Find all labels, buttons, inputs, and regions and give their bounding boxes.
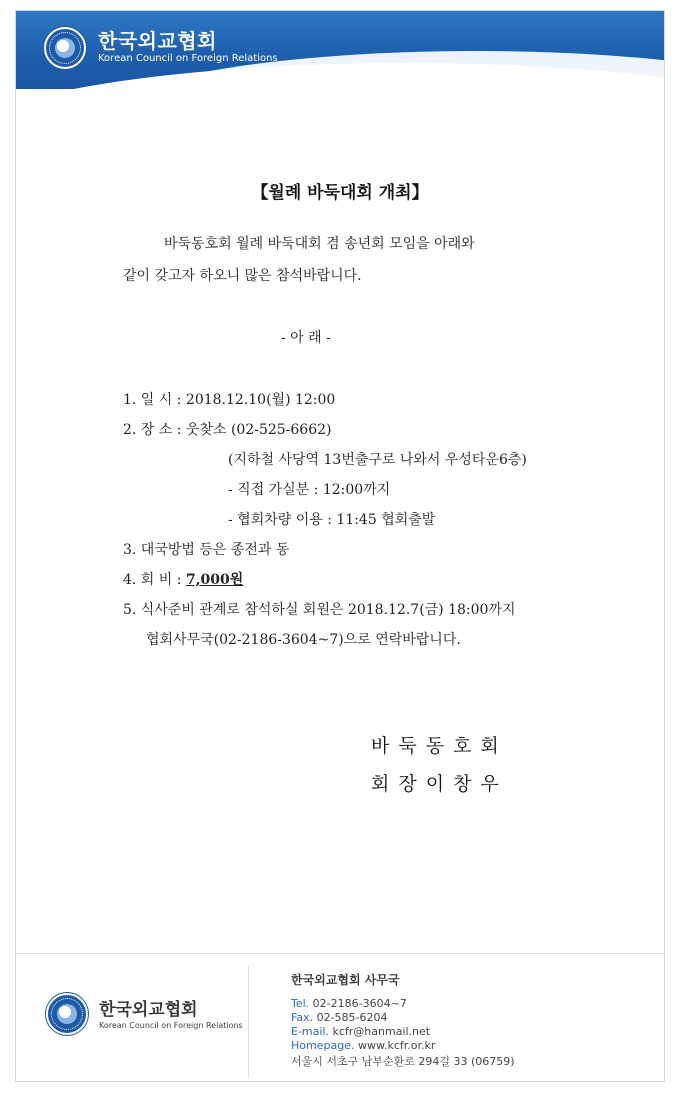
- item-place-directions: (지하철 사당역 13번출구로 나와서 우성타운6층): [228, 452, 527, 468]
- item-rsvp-2: 협회사무국(02-2186-3604~7)으로 연락바랍니다.: [146, 632, 461, 648]
- fax-label: Fax.: [291, 1011, 314, 1024]
- footer-office: 한국외교협회 사무국: [291, 973, 400, 987]
- header-org-name-en: Korean Council on Foreign Relations: [98, 53, 278, 64]
- item-fee-amount: 7,000원: [185, 572, 244, 588]
- footer-divider-line: [16, 953, 664, 954]
- item-date: 1. 일 시 : 2018.12.10(월) 12:00: [123, 392, 336, 408]
- footer-fax: [291, 1011, 388, 1024]
- homepage-link[interactable]: www.kcfr.or.kr: [357, 1039, 436, 1052]
- fax-value: 02-585-6204: [316, 1011, 388, 1024]
- letter-frame: [15, 10, 665, 1082]
- tel-label: Tel.: [291, 997, 310, 1010]
- signature-group: 바둑동호회: [371, 735, 508, 757]
- intro-line-2: 같이 갖고자 하오니 많은 참석바랍니다.: [123, 268, 362, 284]
- intro-line-1: 바둑동호회 월례 바둑대회 겸 송년회 모임을 아래와: [164, 236, 475, 252]
- footer-email: [291, 1025, 430, 1038]
- footer-org-name: 한국외교협회: [99, 1000, 198, 1020]
- item-fee-label: 4. 회 비 :: [123, 572, 186, 588]
- footer-address: 서울시 서초구 남부순환로 294길 33 (06759): [291, 1055, 515, 1068]
- email-link[interactable]: kcfr@hanmail.net: [332, 1025, 431, 1038]
- footer-org-name-en: Korean Council on Foreign Relations: [99, 1021, 243, 1030]
- item-method: 3. 대국방법 등은 종전과 동: [123, 542, 290, 558]
- footer-tel: [291, 997, 407, 1010]
- item-place-direct: - 직접 가실분 : 12:00까지: [228, 482, 391, 498]
- footer-vertical-divider: [248, 965, 249, 1077]
- footer-homepage: [291, 1039, 435, 1052]
- kcfr-emblem-icon: [44, 27, 86, 69]
- tel-value: 02-2186-3604~7: [312, 997, 407, 1010]
- item-rsvp-1: 5. 식사준비 관계로 참석하실 회원은 2018.12.7(금) 18:00까지: [123, 602, 516, 618]
- section-heading: - 아 래 -: [281, 330, 331, 346]
- kcfr-emblem-icon: [46, 993, 88, 1035]
- item-fee: [123, 569, 243, 589]
- header-org-name: 한국외교협회: [98, 29, 217, 53]
- header-banner: [16, 11, 664, 89]
- document-title: 【월례 바둑대회 개최】: [251, 183, 429, 203]
- homepage-label: Homepage.: [291, 1039, 355, 1052]
- email-label: E-mail.: [291, 1025, 329, 1038]
- item-place-vehicle: - 협회차량 이용 : 11:45 협회출발: [228, 512, 436, 528]
- signature-chair: 회장이창우: [371, 773, 508, 795]
- item-place: 2. 장 소 : 웃찾소 (02-525-6662): [123, 422, 332, 438]
